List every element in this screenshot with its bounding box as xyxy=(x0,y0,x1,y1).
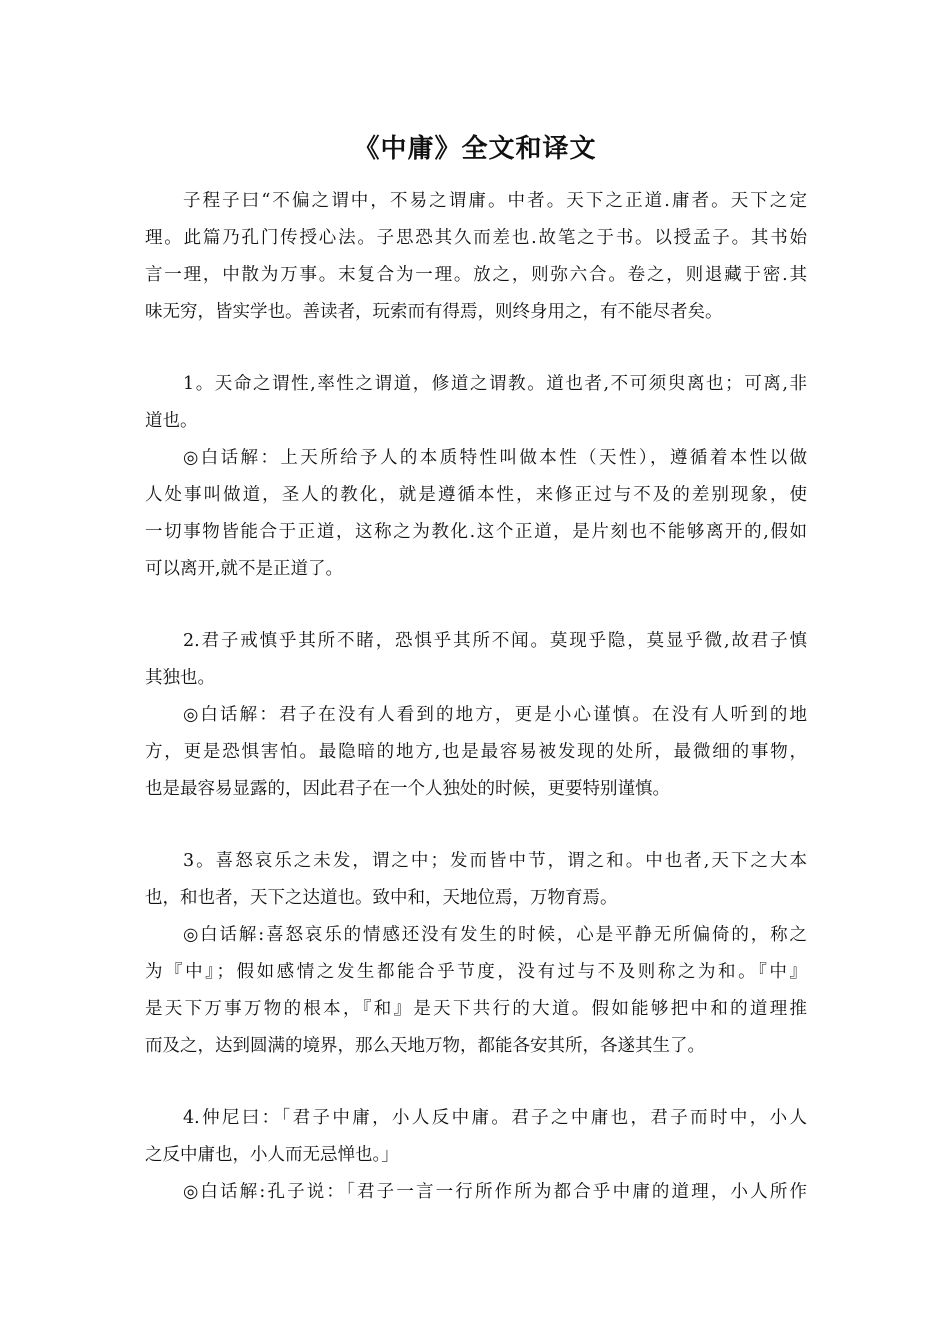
text-line: ◎白话解：上天所给予人的本质特性叫做本性（天性），遵循着本性以做 xyxy=(183,448,807,468)
text-line: ◎白话解:喜怒哀乐的情感还没有发生的时候，心是平静无所偏倚的，称之 xyxy=(183,925,807,945)
document-title: 《中庸》全文和译文 xyxy=(353,134,597,164)
text-line: ◎白话解：君子在没有人看到的地方，更是小心谨慎。在没有人听到的地 xyxy=(183,705,807,725)
text-line: 方，更是恐惧害怕。最隐暗的地方,也是最容易被发现的处所，最微细的事物， xyxy=(145,742,807,762)
text-line: 是天下万事万物的根本，『和』是天下共行的大道。假如能够把中和的道理推 xyxy=(145,999,807,1019)
text-line: 人处事叫做道，圣人的教化，就是遵循本性，来修正过与不及的差别现象，使 xyxy=(145,485,807,505)
text-line: 也，和也者，天下之达道也。致中和，天地位焉，万物育焉。 xyxy=(145,888,618,908)
text-line: 道也。 xyxy=(145,411,198,431)
text-line: 3。喜怒哀乐之未发，谓之中；发而皆中节，谓之和。中也者,天下之大本 xyxy=(183,851,807,871)
text-line: 其独也。 xyxy=(145,668,215,688)
text-line: 也是最容易显露的，因此君子在一个人独处的时候，更要特别谨慎。 xyxy=(145,779,670,799)
text-line: 为『中』；假如感情之发生都能合乎节度，没有过与不及则称之为和。『中』 xyxy=(145,962,807,982)
text-line: 子程子曰“不偏之谓中，不易之谓庸。中者。天下之正道.庸者。天下之定 xyxy=(183,191,807,211)
text-line: 1。天命之谓性,率性之谓道，修道之谓教。道也者,不可须臾离也；可离,非 xyxy=(183,374,807,394)
text-line: ◎白话解:孔子说：「君子一言一行所作所为都合乎中庸的道理，小人所作 xyxy=(183,1182,807,1202)
text-line: 一切事物皆能合于正道，这称之为教化.这个正道，是片刻也不能够离开的,假如 xyxy=(145,522,807,542)
text-line: 言一理，中散为万事。末复合为一理。放之，则弥六合。卷之，则退藏于密.其 xyxy=(145,265,807,285)
text-line: 可以离开,就不是正道了。 xyxy=(145,559,344,579)
text-line: 味无穷，皆实学也。善读者，玩索而有得焉，则终身用之，有不能尽者矣。 xyxy=(145,302,723,322)
text-line: 之反中庸也，小人而无忌惮也。」 xyxy=(145,1145,399,1165)
text-line: 理。此篇乃孔门传授心法。子思恐其久而差也.故笔之于书。以授孟子。其书始 xyxy=(145,228,807,248)
text-line: 2.君子戒慎乎其所不睹，恐惧乎其所不闻。莫现乎隐，莫显乎微,故君子慎 xyxy=(183,631,807,651)
text-line: 4.仲尼曰：「君子中庸，小人反中庸。君子之中庸也，君子而时中，小人 xyxy=(183,1108,807,1128)
text-line: 而及之，达到圆满的境界，那么天地万物，都能各安其所，各遂其生了。 xyxy=(145,1036,705,1056)
